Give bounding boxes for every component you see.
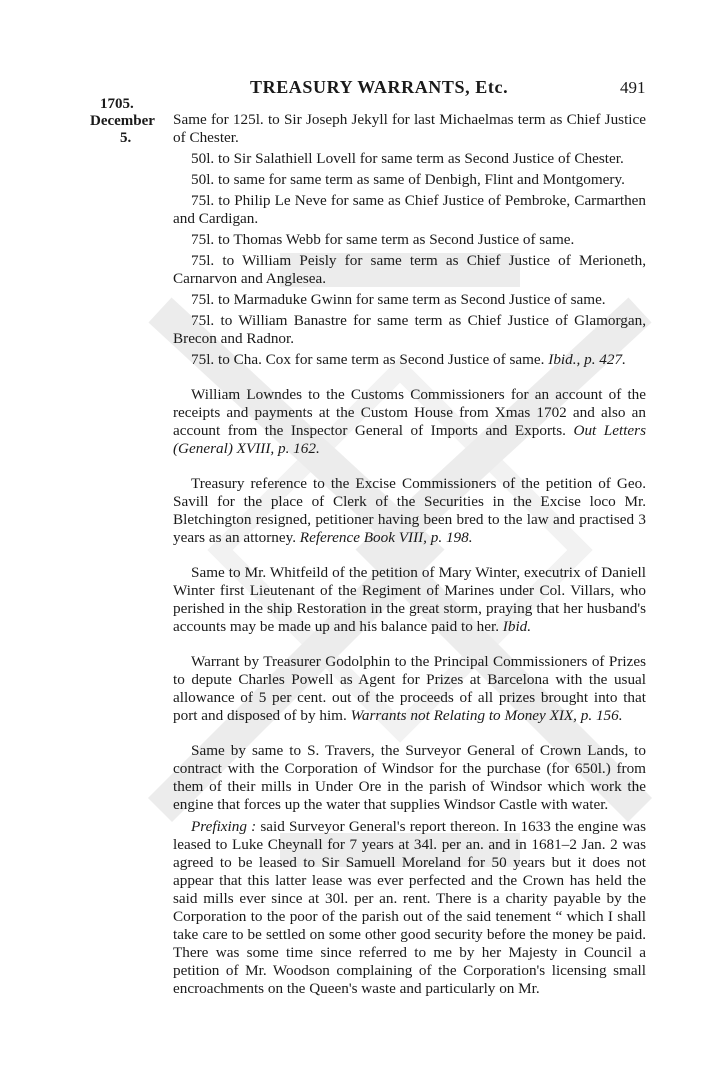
warrant-item-7 <box>173 291 646 309</box>
entry-text: Same by same to S. Travers, the Surveyor General of Crown Lands, to contract with the Corporation of Windsor for the purchase (for 650l.) from them of their mills in Under Ore in the parish of Windsor which work the engine that forces up the water that supplies Windsor Castle with water. <box>173 742 646 813</box>
warrant-item-text: 75l. to Cha. Cox for same term as Second Justice of same. <box>191 351 545 368</box>
warrant-item-6 <box>173 252 646 288</box>
entry-text: Same to Mr. Whitfeild of the petition of Mary Winter, executrix of Daniell Winter first Lieutenant of the Regiment of Marines under Col. Villars, who perished in the ship Restoration in the great storm, praying that her husband's accounts may be made up and his balance paid to her. <box>173 564 646 635</box>
warrant-item-2 <box>173 150 646 168</box>
warrant-item-text: Same for 125l. to Sir Joseph Jekyll for last Michaelmas term as Chief Justice of Chester. <box>173 111 646 146</box>
warrant-item-4 <box>173 192 646 228</box>
entry-winter-petition <box>173 564 646 636</box>
entry-windsor-mills <box>173 742 646 814</box>
warrant-item-text: 75l. to Marmaduke Gwinn for same term as Second Justice of same. <box>191 291 606 308</box>
entry-text: William Lowndes to the Customs Commissioners for an account of the receipts and payments at the Custom House from Xmas 1702 and also an account from the Inspector General of Imports and Exports. <box>173 386 646 439</box>
source-reference: Ibid. <box>502 618 532 635</box>
margin-year: 1705. <box>100 96 134 112</box>
source-reference: Out Letters (General) XVIII, p. 162. <box>173 422 646 457</box>
prefixing-paragraph <box>173 818 646 998</box>
warrant-item-3 <box>173 171 646 189</box>
warrant-item-9 <box>173 351 646 369</box>
warrant-item-text: 50l. to Sir Salathiell Lovell for same term as Second Justice of Chester. <box>191 150 624 167</box>
warrant-item-text: 75l. to William Banastre for same term as Chief Justice of Glamorgan, Brecon and Radnor. <box>173 312 646 347</box>
entry-prizes-agent <box>173 653 646 725</box>
entry-excise-petition <box>173 475 646 547</box>
warrant-item-8 <box>173 312 646 348</box>
warrant-item-1 <box>173 111 646 147</box>
source-reference: Warrants not Relating to Money XIX, p. 156. <box>350 707 623 724</box>
source-reference: Reference Book VIII, p. 198. <box>299 529 473 546</box>
entry-text: Warrant by Treasurer Godolphin to the Principal Commissioners of Prizes to depute Charles Powell as Agent for Prizes at Barcelona with the usual allowance of 5 per cent. out of the proceeds of all prizes brought into that port and disposed of by him. <box>173 653 646 724</box>
prefixing-text: said Surveyor General's report thereon. In 1633 the engine was leased to Luke Cheynall for 7 years at 34l. per an. and in 1681–2 Jan. 2 was agreed to be leased to Sir Samuell Moreland for 50 years but it does not appear that this latter lease was ever perfected and the Crown has held the said mills ever since at 30l. per an. rent. There is a charity payable by the Corporation to the poor of the parish out of the said tenement “ which I shall take care to be settled on some other good security before the money be paid. There was some time since referred to me by her Majesty in Council a petition of Mr. Woodson complaining of the Corporation's licensing small encroachments on the Queen's waste and particularly on Mr. <box>173 818 647 997</box>
source-reference: Ibid., p. 427. <box>548 351 626 368</box>
entry-text: Treasury reference to the Excise Commissioners of the petition of Geo. Savill for the place of Clerk of the Securities in the Excise loco Mr. Bletchington resigned, petitioner having been bred to the law and practised 3 years as an attorney. <box>173 475 646 546</box>
entry-customs-account <box>173 386 646 458</box>
running-header: TREASURY WARRANTS, Etc. <box>250 77 509 97</box>
warrant-item-text: 75l. to William Peisly for same term as Chief Justice of Merioneth, Carnarvon and Anglesea. <box>173 252 646 287</box>
warrant-item-text: 75l. to Thomas Webb for same term as Second Justice of same. <box>191 231 575 248</box>
warrant-item-text: 75l. to Philip Le Neve for same as Chief Justice of Pembroke, Carmarthen and Cardigan. <box>173 192 646 227</box>
warrant-item-5 <box>173 231 646 249</box>
margin-day: 5. <box>120 130 132 146</box>
document-body <box>173 111 646 998</box>
page-number: 491 <box>620 78 646 97</box>
warrant-item-text: 50l. to same for same term as same of Denbigh, Flint and Montgomery. <box>191 171 625 188</box>
prefixing-label: Prefixing : <box>191 818 257 835</box>
margin-month: December <box>90 113 155 129</box>
